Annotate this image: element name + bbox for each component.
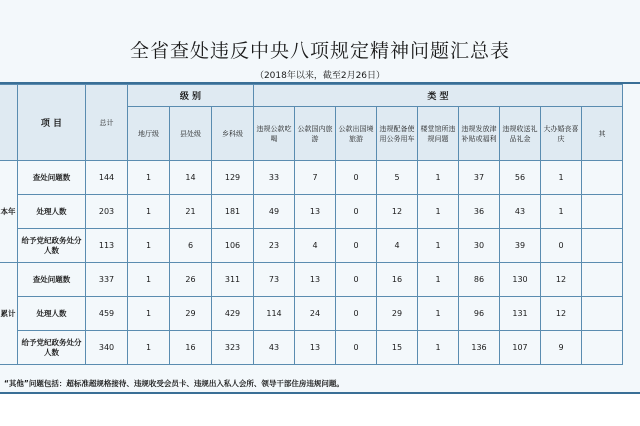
header-total: 总计 xyxy=(86,85,128,161)
cell-type: 30 xyxy=(459,229,500,263)
cell-type xyxy=(582,161,623,195)
table-row xyxy=(0,161,623,195)
header-type: 公款国内旅游 xyxy=(295,107,336,161)
header-type: 大办婚丧喜庆 xyxy=(541,107,582,161)
row-item-label: 给予党纪政务处分人数 xyxy=(18,331,86,365)
cell-type: 1 xyxy=(541,161,582,195)
cell-level: 16 xyxy=(170,331,212,365)
cell-type: 23 xyxy=(254,229,295,263)
cell-level: 106 xyxy=(212,229,254,263)
section-label: 累计 xyxy=(0,263,18,365)
cell-type: 43 xyxy=(254,331,295,365)
cell-type: 0 xyxy=(336,331,377,365)
document-title: 全省查处违反中央八项规定精神问题汇总表 xyxy=(129,40,510,62)
cell-type: 86 xyxy=(459,263,500,297)
document-subtitle: （2018年以来，截至2月26日） xyxy=(254,71,386,81)
cell-type: 16 xyxy=(377,263,418,297)
cell-type: 5 xyxy=(377,161,418,195)
cell-type: 0 xyxy=(336,195,377,229)
cell-type: 13 xyxy=(295,263,336,297)
cell-type: 7 xyxy=(295,161,336,195)
cell-level: 1 xyxy=(128,195,170,229)
cell-type: 39 xyxy=(500,229,541,263)
cell-type: 13 xyxy=(295,195,336,229)
header-type: 其 xyxy=(582,107,623,161)
cell-type: 0 xyxy=(336,263,377,297)
header-type: 违规配备使用公务用车 xyxy=(377,107,418,161)
cell-type: 131 xyxy=(500,297,541,331)
cell-type: 9 xyxy=(541,331,582,365)
row-item-label: 处理人数 xyxy=(18,297,86,331)
cell-type: 0 xyxy=(541,229,582,263)
cell-type: 4 xyxy=(377,229,418,263)
cell-level: 311 xyxy=(212,263,254,297)
cell-level: 1 xyxy=(128,331,170,365)
cell-type: 43 xyxy=(500,195,541,229)
cell-total: 340 xyxy=(86,331,128,365)
cell-type: 0 xyxy=(336,297,377,331)
cell-type: 0 xyxy=(336,229,377,263)
cell-total: 203 xyxy=(86,195,128,229)
cell-level: 1 xyxy=(128,161,170,195)
row-item-label: 处理人数 xyxy=(18,195,86,229)
cell-type xyxy=(582,331,623,365)
cell-type: 130 xyxy=(500,263,541,297)
cell-type: 49 xyxy=(254,195,295,229)
header-level: 地厅级 xyxy=(128,107,170,161)
cell-level: 429 xyxy=(212,297,254,331)
cell-type: 1 xyxy=(418,195,459,229)
cell-level: 181 xyxy=(212,195,254,229)
cell-total: 459 xyxy=(86,297,128,331)
header-type: 违规公款吃喝 xyxy=(254,107,295,161)
header-level: 乡科级 xyxy=(212,107,254,161)
corner-cell xyxy=(0,85,18,161)
cell-total: 113 xyxy=(86,229,128,263)
header-level: 县处级 xyxy=(170,107,212,161)
header-type: 违规发放津补贴或福利 xyxy=(459,107,500,161)
cell-level: 1 xyxy=(128,263,170,297)
cell-type: 0 xyxy=(336,161,377,195)
cell-level: 1 xyxy=(128,297,170,331)
cell-total: 337 xyxy=(86,263,128,297)
cell-level: 29 xyxy=(170,297,212,331)
header-type: 楼堂馆所违规问题 xyxy=(418,107,459,161)
row-item-label: 查处问题数 xyxy=(18,161,86,195)
cell-type: 1 xyxy=(418,331,459,365)
cell-type: 4 xyxy=(295,229,336,263)
cell-type xyxy=(582,195,623,229)
cell-type xyxy=(582,297,623,331)
row-item-label: 查处问题数 xyxy=(18,263,86,297)
cell-type: 29 xyxy=(377,297,418,331)
cell-level: 6 xyxy=(170,229,212,263)
cell-type: 13 xyxy=(295,331,336,365)
cell-type: 36 xyxy=(459,195,500,229)
header-type: 公款出国境旅游 xyxy=(336,107,377,161)
cell-type: 56 xyxy=(500,161,541,195)
cell-type: 12 xyxy=(377,195,418,229)
cell-type: 1 xyxy=(418,161,459,195)
table-row xyxy=(0,331,623,365)
cell-type: 73 xyxy=(254,263,295,297)
header-by-type: 类 型 xyxy=(254,85,623,107)
header-by-level: 级 别 xyxy=(128,85,254,107)
page-margin xyxy=(0,394,640,426)
cell-type: 136 xyxy=(459,331,500,365)
table-row xyxy=(0,229,623,263)
cell-level: 129 xyxy=(212,161,254,195)
cell-type: 114 xyxy=(254,297,295,331)
header-type: 违规收送礼品礼金 xyxy=(500,107,541,161)
cell-type: 33 xyxy=(254,161,295,195)
cell-type: 15 xyxy=(377,331,418,365)
cell-type xyxy=(582,263,623,297)
table-row xyxy=(0,297,623,331)
row-item-label: 给予党纪政务处分人数 xyxy=(18,229,86,263)
cell-type: 107 xyxy=(500,331,541,365)
table-row xyxy=(0,195,623,229)
table-footnote: “其他”问题包括：超标准超规格接待、违规收受会员卡、违规出入私人会所、领导干部住房违规问题。 xyxy=(4,379,344,388)
cell-level: 323 xyxy=(212,331,254,365)
summary-table xyxy=(0,84,623,365)
cell-level: 14 xyxy=(170,161,212,195)
cell-level: 26 xyxy=(170,263,212,297)
cell-level: 21 xyxy=(170,195,212,229)
cell-type: 1 xyxy=(418,263,459,297)
cell-type: 1 xyxy=(418,297,459,331)
cell-type: 1 xyxy=(541,195,582,229)
section-label: 本年 xyxy=(0,161,18,263)
cell-total: 144 xyxy=(86,161,128,195)
cell-level: 1 xyxy=(128,229,170,263)
cell-type: 37 xyxy=(459,161,500,195)
cell-type: 96 xyxy=(459,297,500,331)
cell-type: 12 xyxy=(541,297,582,331)
cell-type xyxy=(582,229,623,263)
header-item: 项 目 xyxy=(18,85,86,161)
table-row xyxy=(0,263,623,297)
cell-type: 12 xyxy=(541,263,582,297)
cell-type: 24 xyxy=(295,297,336,331)
cell-type: 1 xyxy=(418,229,459,263)
